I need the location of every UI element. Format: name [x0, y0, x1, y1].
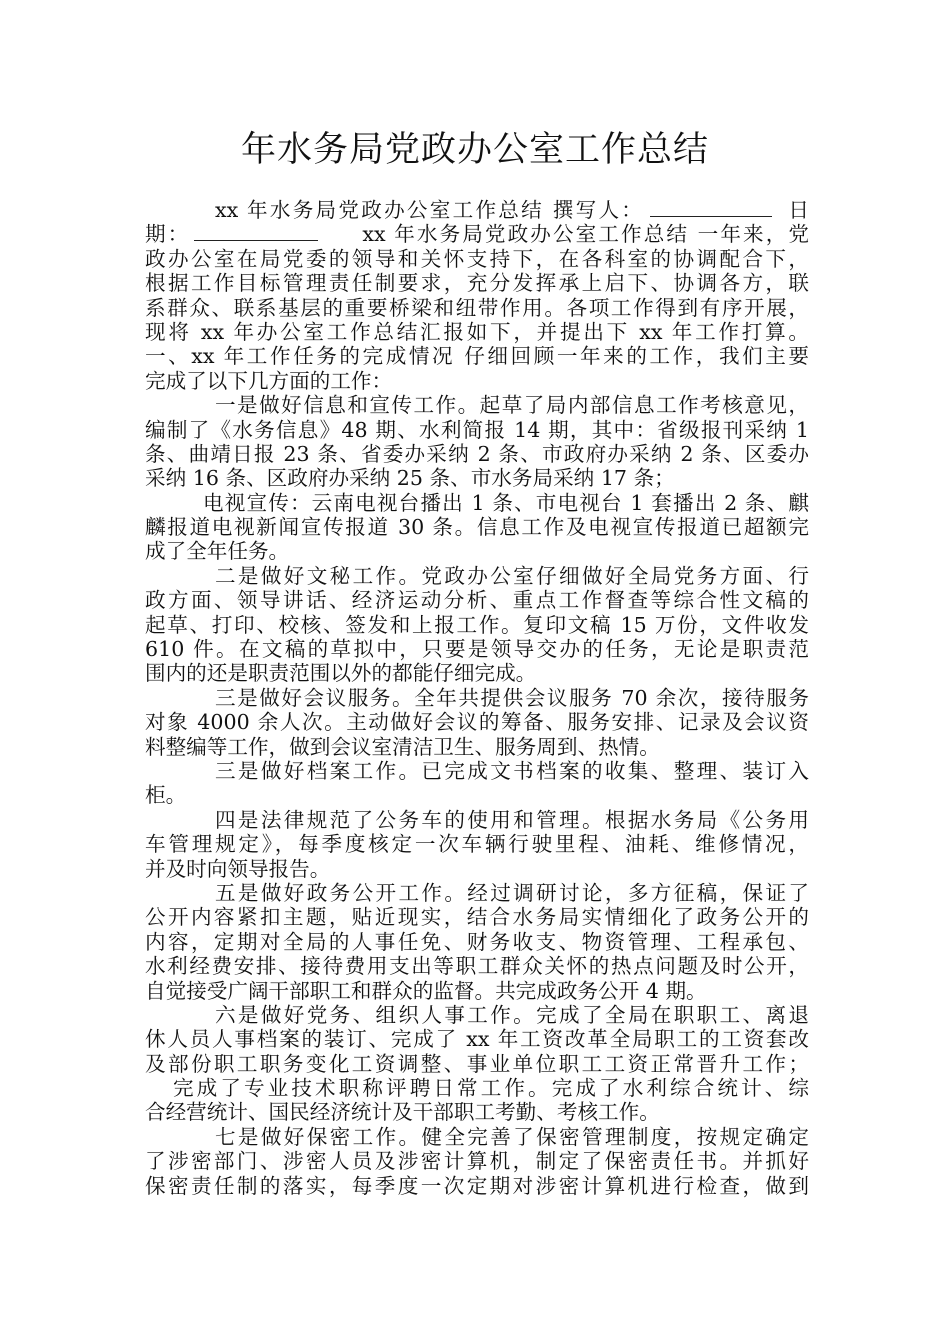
- text-line: 二是做好文秘工作。党政办公室仔细做好全局党务方面、行: [215, 563, 809, 588]
- text-line: 并及时向领导报告。: [145, 856, 331, 881]
- text-line: 车管理规定》，每季度核定一次车辆行驶里程、油耗、维修情况，: [145, 832, 809, 857]
- text-line: 麟报道电视新闻宣传报道 30 条。信息工作及电视宣传报道已超额完: [145, 515, 809, 540]
- text-line: 保密责任制的落实，每季度一次定期对涉密计算机进行检查，做到: [145, 1173, 809, 1198]
- document-body: [145, 198, 809, 1198]
- text-line: 合经营统计、国民经济统计及干部职工考勤、考核工作。: [145, 1100, 660, 1125]
- text-line: 了涉密部门、涉密人员及涉密计算机，制定了保密责任书。并抓好: [145, 1149, 809, 1174]
- text-line: 内容，定期对全局的人事任免、财务收支、物资管理、工程承包、: [145, 929, 809, 954]
- text-line: 公开内容紧扣主题，贴近现实，结合水务局实情细化了政务公开的: [145, 905, 809, 930]
- text-line: 四是法律规范了公务车的使用和管理。根据水务局《公务用: [215, 807, 809, 832]
- text-line: 料整编等工作，做到会议室清洁卫生、服务周到、热情。: [145, 734, 660, 759]
- text-line: 自觉接受广阔干部职工和群众的监督。共完成政务公开 4 期。: [145, 978, 707, 1003]
- text-line: 休人员人事档案的装订、完成了 xx 年工资改革全局职工的工资套改: [145, 1027, 809, 1052]
- text-line: 七是做好保密工作。健全完善了保密管理制度，按规定确定: [215, 1124, 809, 1149]
- document-title: 年水务局党政办公室工作总结: [240, 130, 709, 170]
- text-line: 一是做好信息和宣传工作。起草了局内部信息工作考核意见，: [215, 393, 809, 418]
- text-line: 期： xx 年水务局党政办公室工作总结 一年来，党: [145, 222, 809, 247]
- text-line: 成了全年任务。: [145, 539, 290, 564]
- text-line: 610 件。在文稿的草拟中，只要是领导交办的任务，无论是职责范: [145, 637, 809, 662]
- date-blank: [194, 222, 318, 241]
- text-line: 围内的还是职责范围以外的都能仔细完成。: [145, 661, 537, 686]
- text-line: 系群众、联系基层的重要桥梁和纽带作用。各项工作得到有序开展，: [145, 295, 809, 320]
- text-line: 三是做好档案工作。已完成文书档案的收集、整理、装订入: [215, 758, 809, 783]
- text-line: 对象 4000 余人次。主动做好会议的筹备、服务安排、记录及会议资: [145, 710, 809, 735]
- text-line: 柜。: [145, 783, 187, 808]
- text-line: 及部份职工职务变化工资调整、事业单位职工工资正常晋升工作；: [145, 1051, 809, 1076]
- text-line: 根据工作目标管理责任制要求，充分发挥承上启下、协调各方，联: [145, 271, 809, 296]
- text-line: 编制了《水务信息》48 期、水利简报 14 期，其中：省级报刊采纳 1: [145, 417, 809, 442]
- text-line: 起草、打印、校核、签发和上报工作。复印文稿 15 万份，文件收发: [145, 612, 809, 637]
- text-line: 完成了以下几方面的工作：: [145, 368, 393, 393]
- text-line: 水利经费安排、接待费用支出等职工群众关怀的热点问题及时公开，: [145, 954, 809, 979]
- text-line: 三是做好会议服务。全年共提供会议服务 70 余次，接待服务: [215, 685, 809, 710]
- text-line: 政办公室在局党委的领导和关怀支持下，在各科室的协调配合下，: [145, 246, 809, 271]
- text-line: 电视宣传：云南电视台播出 1 条、市电视台 1 套播出 2 条、麒: [203, 490, 809, 515]
- text-line: 现将 xx 年办公室工作总结汇报如下，并提出下 xx 年工作打算。: [145, 319, 809, 344]
- text-line: 完成了专业技术职称评聘日常工作。完成了水利综合统计、综: [173, 1076, 809, 1101]
- text-line: xx 年水务局党政办公室工作总结 撰写人： 日: [215, 198, 809, 222]
- author-blank: [650, 198, 772, 217]
- text-line: 条、曲靖日报 23 条、省委办采纳 2 条、市政府办采纳 2 条、区委办: [145, 441, 809, 466]
- text-line: 政方面、领导讲话、经济运动分析、重点工作督查等综合性文稿的: [145, 588, 809, 613]
- text-line: 六是做好党务、组织人事工作。完成了全局在职职工、离退: [215, 1002, 809, 1027]
- text-line: 五是做好政务公开工作。经过调研讨论，多方征稿，保证了: [215, 880, 809, 905]
- text-line: 一、xx 年工作任务的完成情况 仔细回顾一年来的工作，我们主要: [145, 344, 809, 369]
- text-line: 采纳 16 条、区政府办采纳 25 条、市水务局采纳 17 条；: [145, 466, 675, 491]
